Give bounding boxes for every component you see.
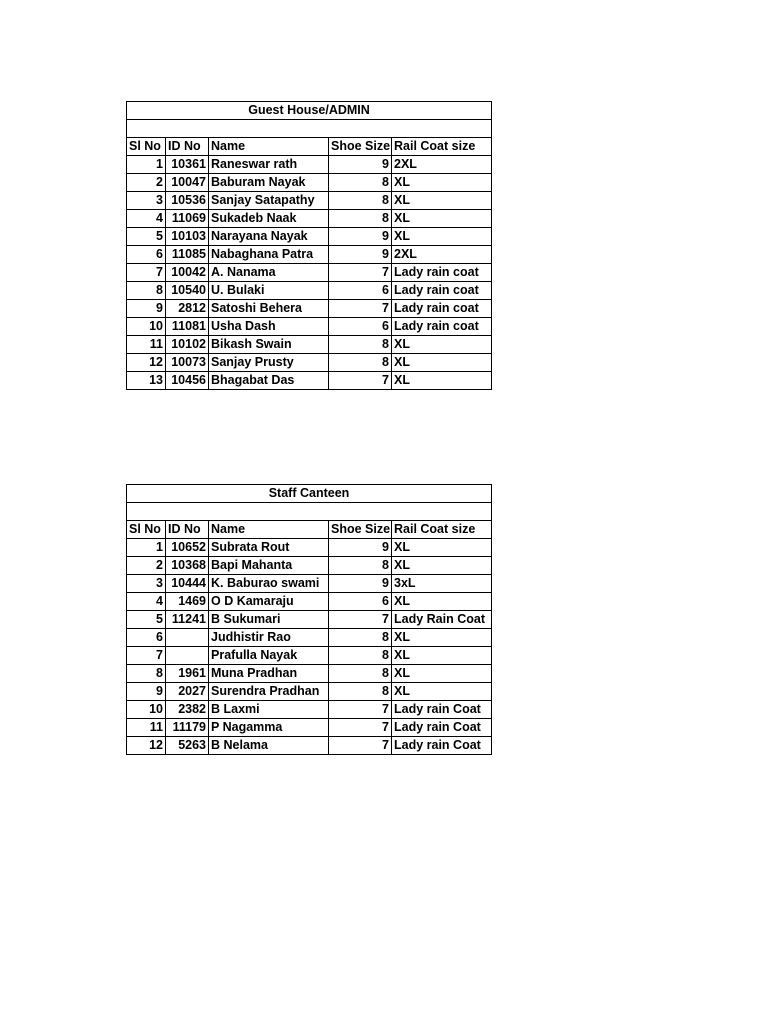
table-cell: 2812 xyxy=(166,300,209,318)
table-cell: 10 xyxy=(127,701,166,719)
table-cell: 3 xyxy=(127,192,166,210)
table-row xyxy=(127,557,492,575)
table-row xyxy=(127,156,492,174)
table-cell: 11241 xyxy=(166,611,209,629)
table-cell: 6 xyxy=(329,318,392,336)
table-row xyxy=(127,354,492,372)
table-cell: Usha Dash xyxy=(209,318,329,336)
table-cell: XL xyxy=(392,539,492,557)
table-cell: 10103 xyxy=(166,228,209,246)
table-cell: Satoshi Behera xyxy=(209,300,329,318)
table-cell: 10444 xyxy=(166,575,209,593)
table-cell: 10540 xyxy=(166,282,209,300)
table-cell: 10042 xyxy=(166,264,209,282)
table-cell: K. Baburao swami xyxy=(209,575,329,593)
table-cell: 8 xyxy=(329,647,392,665)
table-cell: 12 xyxy=(127,737,166,755)
table-cell: 12 xyxy=(127,354,166,372)
table-cell: 4 xyxy=(127,593,166,611)
table-cell: 6 xyxy=(329,593,392,611)
table-cell: 3xL xyxy=(392,575,492,593)
table-cell: Lady Rain Coat xyxy=(392,611,492,629)
table-cell: 10368 xyxy=(166,557,209,575)
table-cell: P Nagamma xyxy=(209,719,329,737)
table-cell: 7 xyxy=(329,300,392,318)
table-cell: 5 xyxy=(127,611,166,629)
table-cell: 7 xyxy=(329,611,392,629)
table-cell: Lady rain Coat xyxy=(392,737,492,755)
column-header: Name xyxy=(209,521,329,539)
table-row xyxy=(127,282,492,300)
table-cell: 2382 xyxy=(166,701,209,719)
table-cell: XL xyxy=(392,336,492,354)
table-row xyxy=(127,719,492,737)
table-cell: 11 xyxy=(127,336,166,354)
table-row xyxy=(127,539,492,557)
table-cell: 1 xyxy=(127,156,166,174)
table-cell: 10536 xyxy=(166,192,209,210)
table-cell: XL xyxy=(392,174,492,192)
table-cell: Bapi Mahanta xyxy=(209,557,329,575)
column-header: ID No xyxy=(166,138,209,156)
table-cell: 11069 xyxy=(166,210,209,228)
table-cell: 2 xyxy=(127,174,166,192)
table-cell: Bikash Swain xyxy=(209,336,329,354)
table-cell: XL xyxy=(392,593,492,611)
table-cell: 9 xyxy=(329,246,392,264)
table-cell: XL xyxy=(392,192,492,210)
table-cell: B Laxmi xyxy=(209,701,329,719)
table-cell: 2XL xyxy=(392,156,492,174)
blank-cell xyxy=(127,503,492,521)
table-row xyxy=(127,210,492,228)
table-row xyxy=(127,372,492,390)
table-cell: Lady rain coat xyxy=(392,318,492,336)
table-cell: 10102 xyxy=(166,336,209,354)
table-cell: 3 xyxy=(127,575,166,593)
column-header: Rail Coat size xyxy=(392,521,492,539)
table-row xyxy=(127,174,492,192)
table-cell: Judhistir Rao xyxy=(209,629,329,647)
table-title: Staff Canteen xyxy=(127,485,492,503)
table-cell: 6 xyxy=(127,629,166,647)
table-cell: 8 xyxy=(329,336,392,354)
table-cell: 4 xyxy=(127,210,166,228)
table-cell: XL xyxy=(392,372,492,390)
table-cell: 10 xyxy=(127,318,166,336)
table-cell: XL xyxy=(392,665,492,683)
table-cell: 11081 xyxy=(166,318,209,336)
table-cell: Lady rain Coat xyxy=(392,701,492,719)
table-cell: 5 xyxy=(127,228,166,246)
table-row xyxy=(127,300,492,318)
table-title: Guest House/ADMIN xyxy=(127,102,492,120)
table-row xyxy=(127,611,492,629)
blank-row xyxy=(127,503,492,521)
table-cell: Surendra Pradhan xyxy=(209,683,329,701)
table-cell: 9 xyxy=(329,575,392,593)
table-cell: 7 xyxy=(127,264,166,282)
table-cell: XL xyxy=(392,210,492,228)
table-cell: 11085 xyxy=(166,246,209,264)
table-row xyxy=(127,647,492,665)
table-cell: 8 xyxy=(329,629,392,647)
blank-cell xyxy=(127,120,492,138)
table-cell: Narayana Nayak xyxy=(209,228,329,246)
table-cell: 8 xyxy=(329,683,392,701)
table-cell: 8 xyxy=(329,174,392,192)
table-title-row xyxy=(127,102,492,120)
table-cell: 8 xyxy=(329,557,392,575)
column-header: ID No xyxy=(166,521,209,539)
table-cell: Subrata Rout xyxy=(209,539,329,557)
table-cell: 8 xyxy=(127,282,166,300)
table-cell: 10073 xyxy=(166,354,209,372)
column-header: Shoe Size xyxy=(329,138,392,156)
table-cell: Lady rain Coat xyxy=(392,719,492,737)
table-cell: Nabaghana Patra xyxy=(209,246,329,264)
table-cell: 6 xyxy=(127,246,166,264)
table-cell: Raneswar rath xyxy=(209,156,329,174)
table-cell: 7 xyxy=(329,264,392,282)
guest-house-table-body xyxy=(127,102,492,390)
table-cell xyxy=(166,629,209,647)
guest-house-table xyxy=(126,101,492,390)
table-cell: Sanjay Prusty xyxy=(209,354,329,372)
table-cell: 2027 xyxy=(166,683,209,701)
table-row xyxy=(127,228,492,246)
header-row xyxy=(127,521,492,539)
table-cell: 11179 xyxy=(166,719,209,737)
table-cell: XL xyxy=(392,683,492,701)
table-row xyxy=(127,264,492,282)
table-title-row xyxy=(127,485,492,503)
table-cell: B Nelama xyxy=(209,737,329,755)
table-cell: 10361 xyxy=(166,156,209,174)
column-header: Sl No xyxy=(127,138,166,156)
blank-row xyxy=(127,120,492,138)
table-cell: 9 xyxy=(329,156,392,174)
table-cell: 13 xyxy=(127,372,166,390)
table-cell: B Sukumari xyxy=(209,611,329,629)
table-cell: 8 xyxy=(329,210,392,228)
table-cell: Muna Pradhan xyxy=(209,665,329,683)
table-cell: 9 xyxy=(329,228,392,246)
table-cell: XL xyxy=(392,557,492,575)
table-cell: 7 xyxy=(329,737,392,755)
table-cell: 9 xyxy=(127,683,166,701)
column-header: Name xyxy=(209,138,329,156)
table-cell: Sanjay Satapathy xyxy=(209,192,329,210)
table-row xyxy=(127,318,492,336)
table-cell: XL xyxy=(392,228,492,246)
table-cell: 10652 xyxy=(166,539,209,557)
table-row xyxy=(127,683,492,701)
table-cell: A. Nanama xyxy=(209,264,329,282)
table-cell: 7 xyxy=(329,701,392,719)
table-row xyxy=(127,629,492,647)
table-row xyxy=(127,575,492,593)
table-cell: U. Bulaki xyxy=(209,282,329,300)
header-row xyxy=(127,138,492,156)
table-cell: 1469 xyxy=(166,593,209,611)
table-cell: 7 xyxy=(329,719,392,737)
table-cell: 2XL xyxy=(392,246,492,264)
table-cell: 11 xyxy=(127,719,166,737)
table-cell: Prafulla Nayak xyxy=(209,647,329,665)
table-row xyxy=(127,593,492,611)
table-cell: Lady rain coat xyxy=(392,264,492,282)
table-cell: XL xyxy=(392,354,492,372)
table-row xyxy=(127,246,492,264)
staff-canteen-table-body xyxy=(127,485,492,755)
table-cell: Lady rain coat xyxy=(392,300,492,318)
table-row xyxy=(127,665,492,683)
table-cell: XL xyxy=(392,629,492,647)
table-cell: Lady rain coat xyxy=(392,282,492,300)
table-cell: Sukadeb Naak xyxy=(209,210,329,228)
table-row xyxy=(127,336,492,354)
table-cell: 9 xyxy=(329,539,392,557)
table-cell: 7 xyxy=(127,647,166,665)
staff-canteen-table xyxy=(126,484,492,755)
table-cell: 10456 xyxy=(166,372,209,390)
table-cell: 10047 xyxy=(166,174,209,192)
table-row xyxy=(127,192,492,210)
table-cell xyxy=(166,647,209,665)
table-cell: Bhagabat Das xyxy=(209,372,329,390)
table-cell: 2 xyxy=(127,557,166,575)
column-header: Sl No xyxy=(127,521,166,539)
column-header: Rail Coat size xyxy=(392,138,492,156)
table-cell: XL xyxy=(392,647,492,665)
table-cell: 9 xyxy=(127,300,166,318)
table-cell: 8 xyxy=(329,354,392,372)
table-cell: Baburam Nayak xyxy=(209,174,329,192)
table-cell: 1 xyxy=(127,539,166,557)
table-cell: 8 xyxy=(127,665,166,683)
table-cell: O D Kamaraju xyxy=(209,593,329,611)
table-cell: 6 xyxy=(329,282,392,300)
table-cell: 1961 xyxy=(166,665,209,683)
table-cell: 7 xyxy=(329,372,392,390)
table-row xyxy=(127,701,492,719)
table-cell: 5263 xyxy=(166,737,209,755)
table-cell: 8 xyxy=(329,192,392,210)
column-header: Shoe Size xyxy=(329,521,392,539)
table-cell: 8 xyxy=(329,665,392,683)
table-row xyxy=(127,737,492,755)
